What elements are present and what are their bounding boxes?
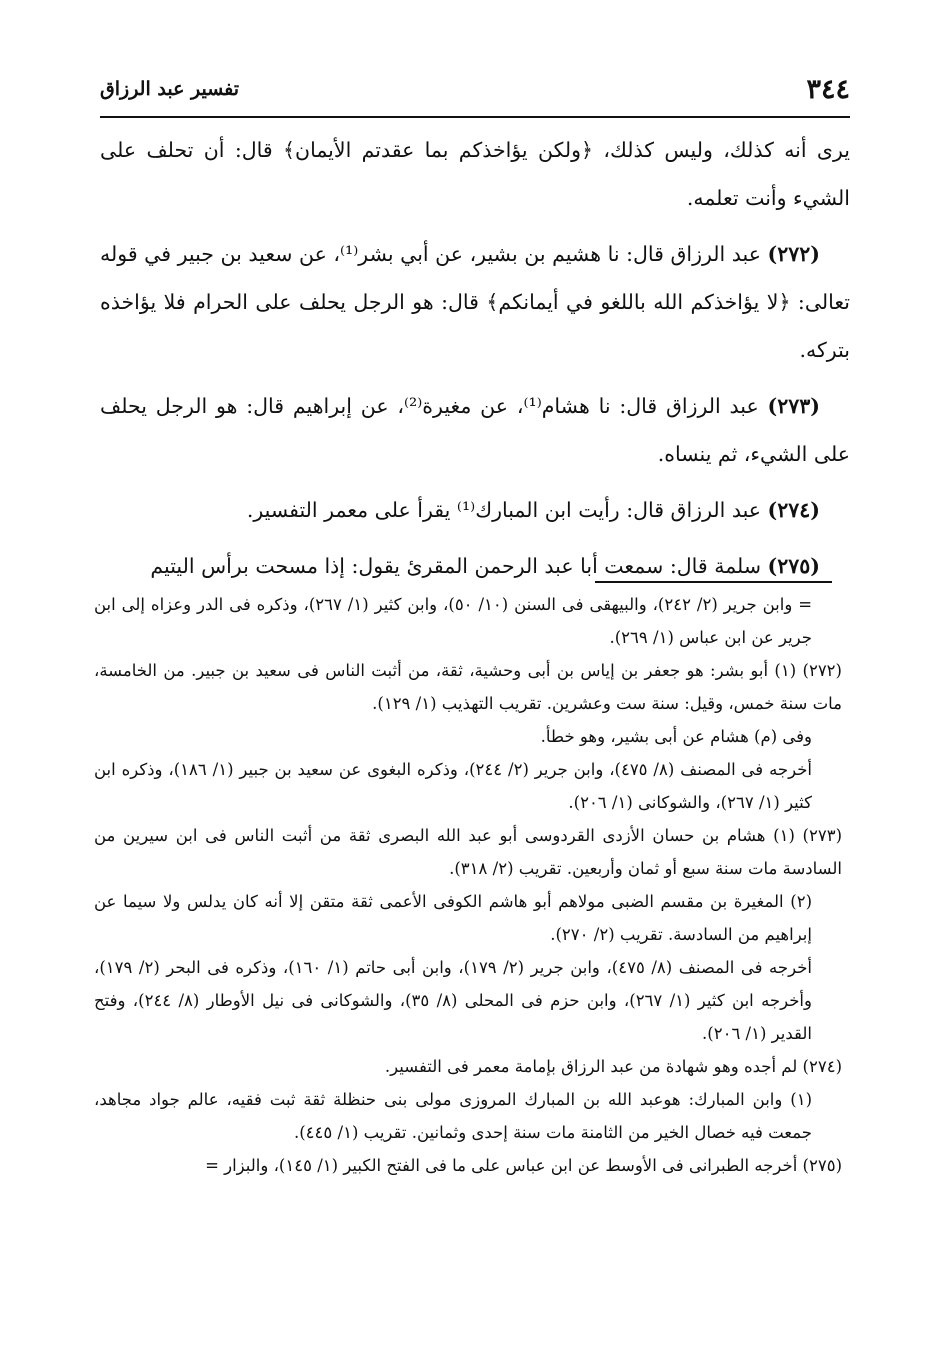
paragraph-272 bbox=[100, 230, 850, 374]
footnote-separator bbox=[595, 581, 832, 583]
item-number: (٢٧٢) bbox=[767, 242, 820, 266]
item-number: (٢٧٤) bbox=[767, 498, 820, 522]
paragraph-text: سلمة قال: سمعت أبا عبد الرحمن المقرئ يقول: إذا مسحت برأس اليتيم bbox=[150, 554, 762, 578]
footnotes bbox=[94, 588, 842, 1182]
paragraph-continuation bbox=[100, 126, 850, 222]
page-number: ٣٤٤ bbox=[806, 74, 850, 105]
item-number: (٢٧٥) bbox=[767, 554, 820, 578]
paragraph-text: يرى أنه كذلك، وليس كذلك، ﴿ولكن يؤاخذكم بما عقدتم الأيمان﴾ قال: أن تحلف على الشيء وأنت تعلمه. bbox=[100, 138, 850, 210]
paragraph-text: عبد الرزاق قال: رأيت ابن المبارك⁽¹⁾ يقرأ على معمر التفسير. bbox=[246, 498, 762, 522]
header-rule bbox=[100, 116, 850, 118]
footnote-273-2: (٢) المغيرة بن مقسم الضبى مولاهم أبو هاشم الكوفى الأعمى ثقة متقن إلا أنه كان يدلس ولا سيما عن إبراهيم من السادسة. تقريب (٢/ ٢٧٠). bbox=[94, 892, 812, 944]
footnote-272-sources: أخرجه فى المصنف (٨/ ٤٧٥)، وابن جرير (٢/ ٢٤٤)، وذكره البغوى عن سعيد بن جبير (١/ ١٨٦)، وذكره ابن كثير (١/ ٢٦٧)، والشوكانى (١/ ٢٠٦). bbox=[94, 760, 812, 812]
paragraph-273 bbox=[100, 382, 850, 478]
item-number: (٢٧٣) bbox=[767, 394, 820, 418]
footnote-275: (٢٧٥) أخرجه الطبرانى فى الأوسط عن ابن عباس على ما فى الفتح الكبير (١/ ١٤٥)، والبزار = bbox=[205, 1156, 842, 1175]
footnote-272-note: وفى (م) هشام عن أبى بشير، وهو خطأ. bbox=[540, 727, 812, 746]
paragraph-text: عبد الرزاق قال: نا هشام⁽¹⁾، عن مغيرة⁽²⁾، عن إبراهيم قال: هو الرجل يحلف على الشيء، ثم ينساه. bbox=[100, 394, 850, 466]
running-title: تفسير عبد الرزاق bbox=[100, 78, 240, 100]
main-text bbox=[100, 126, 850, 598]
footnote-272-1: (٢٧٢) (١) أبو بشر: هو جعفر بن إياس بن أبى وحشية، ثقة، من أثبت الناس فى سعيد بن جبير. من الخامسة، مات سنة خمس، وقيل: سنة ست وعشرين. تقريب التهذيب (١/ ١٢٩). bbox=[94, 661, 842, 713]
paragraph-274 bbox=[100, 486, 850, 534]
footnote-274: (٢٧٤) لم أجده وهو شهادة من عبد الرزاق بإمامة معمر فى التفسير. bbox=[384, 1057, 842, 1076]
page-header bbox=[100, 72, 850, 112]
footnote-273-sources: أخرجه فى المصنف (٨/ ٤٧٥)، وابن جرير (٢/ ١٧٩)، وابن أبى حاتم (١/ ١٦٠)، وذكره فى البحر (٢/ ١٧٩)، وأخرجه ابن كثير (١/ ٢٦٧)، وابن حزم فى المحلى (٨/ ٣٥)، والشوكانى فى نيل الأوطار (٨/ ٢٤٤)، وفتح القدير (١/ ٢٠٦). bbox=[94, 958, 812, 1043]
footnote-274-1: (١) وابن المبارك: هوعبد الله بن المبارك المروزى مولى بنى حنظلة ثقة ثبت فقيه، عالم جواد مجاهد، جمعت فيه خصال الخير من الثامنة مات سنة إحدى وثمانين. تقريب (١/ ٤٤٥). bbox=[94, 1090, 812, 1142]
footnote-continuation: = وابن جرير (٢/ ٢٤٢)، والبيهقى فى السنن (١٠/ ٥٠)، وابن كثير (١/ ٢٦٧)، وذكره فى الدر وعزاه إلى ابن جرير عن ابن عباس (١/ ٢٦٩). bbox=[94, 595, 813, 647]
paragraph-text: عبد الرزاق قال: نا هشيم بن بشير، عن أبي بشر⁽¹⁾، عن سعيد بن جبير في قوله تعالى: ﴿لا يؤاخذكم الله باللغو في أيمانكم﴾ قال: هو الرجل يحلف على الحرام فلا يؤاخذه بتركه. bbox=[100, 242, 850, 362]
footnote-273-1: (٢٧٣) (١) هشام بن حسان الأزدى القردوسى أبو عبد الله البصرى ثقة من أثبت الناس فى ابن سيرين من السادسة مات سنة سبع أو ثمان وأربعين. تقريب (٢/ ٣١٨). bbox=[94, 826, 843, 878]
